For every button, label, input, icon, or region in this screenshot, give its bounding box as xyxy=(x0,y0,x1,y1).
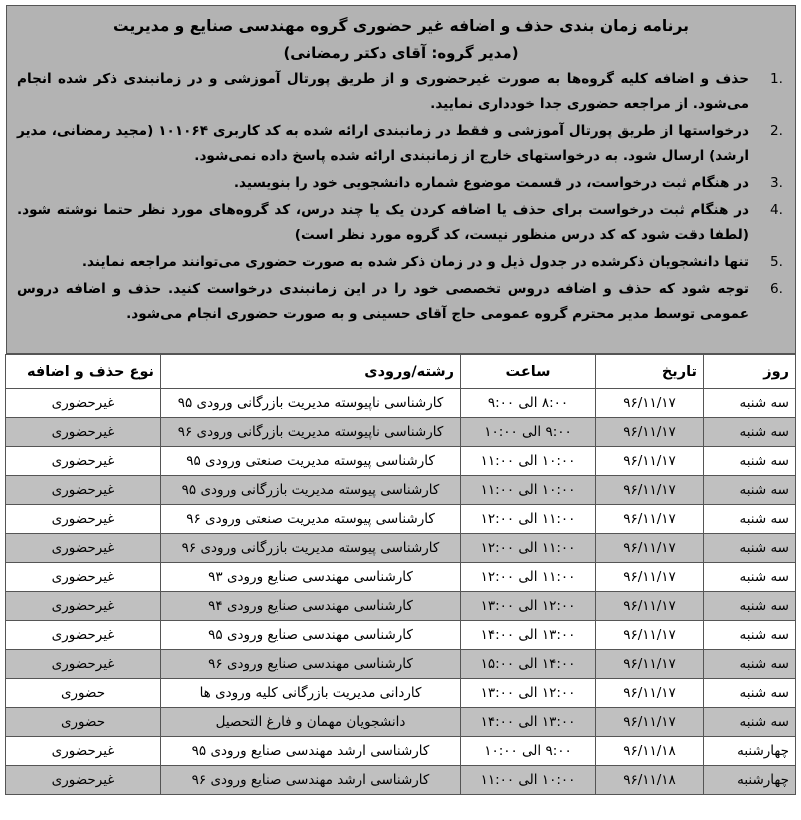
cell-type: غیرحضوری xyxy=(6,534,161,563)
cell-field: کارشناسی مهندسی صنایع ورودی ۹۴ xyxy=(161,592,461,621)
schedule-table xyxy=(5,354,796,795)
cell-date: ۹۶/۱۱/۱۷ xyxy=(596,534,704,563)
column-header-day: روز xyxy=(704,355,796,389)
cell-field: کارشناسی پیوسته مدیریت بازرگانی ورودی ۹۶ xyxy=(161,534,461,563)
cell-field: کارشناسی ارشد مهندسی صنایع ورودی ۹۶ xyxy=(161,766,461,795)
table-row xyxy=(6,679,796,708)
table-row xyxy=(6,650,796,679)
cell-time: ۱۱:۰۰ الی ۱۲:۰۰ xyxy=(461,534,596,563)
cell-time: ۹:۰۰ الی ۱۰:۰۰ xyxy=(461,737,596,766)
cell-date: ۹۶/۱۱/۱۷ xyxy=(596,505,704,534)
cell-field: کارشناسی پیوسته مدیریت صنعتی ورودی ۹۵ xyxy=(161,447,461,476)
cell-type: غیرحضوری xyxy=(6,447,161,476)
cell-field: کارشناسی ناپیوسته مدیریت بازرگانی ورودی ۹۶ xyxy=(161,418,461,447)
cell-time: ۱۳:۰۰ الی ۱۴:۰۰ xyxy=(461,708,596,737)
table-row xyxy=(6,534,796,563)
cell-date: ۹۶/۱۱/۱۷ xyxy=(596,389,704,418)
cell-day: سه شنبه xyxy=(704,621,796,650)
cell-time: ۸:۰۰ الی ۹:۰۰ xyxy=(461,389,596,418)
cell-time: ۱۳:۰۰ الی ۱۴:۰۰ xyxy=(461,621,596,650)
cell-day: سه شنبه xyxy=(704,534,796,563)
cell-type: غیرحضوری xyxy=(6,621,161,650)
note-number: .6 xyxy=(770,281,783,297)
schedule-document xyxy=(6,5,796,795)
table-row xyxy=(6,476,796,505)
cell-day: سه شنبه xyxy=(704,505,796,534)
table-header-row xyxy=(6,355,796,389)
cell-time: ۱۰:۰۰ الی ۱۱:۰۰ xyxy=(461,766,596,795)
cell-date: ۹۶/۱۱/۱۷ xyxy=(596,418,704,447)
cell-type: حضوری xyxy=(6,708,161,737)
note-text: حذف و اضافه کلیه گروه‌ها به صورت غیرحضوری و از طریق پورتال آموزشی و در زمانبندی ذکر شده انجام می‌شود. از مراجعه حضوری جدا خودداری نمایید. xyxy=(17,71,749,112)
cell-type: غیرحضوری xyxy=(6,505,161,534)
table-row xyxy=(6,418,796,447)
cell-day: سه شنبه xyxy=(704,476,796,505)
note-number: .5 xyxy=(770,254,783,270)
cell-field: دانشجویان مهمان و فارغ التحصیل xyxy=(161,708,461,737)
cell-day: سه شنبه xyxy=(704,650,796,679)
table-row xyxy=(6,447,796,476)
cell-date: ۹۶/۱۱/۱۷ xyxy=(596,679,704,708)
cell-date: ۹۶/۱۱/۱۷ xyxy=(596,447,704,476)
cell-day: سه شنبه xyxy=(704,592,796,621)
note-item xyxy=(17,171,785,196)
cell-day: چهارشنبه xyxy=(704,766,796,795)
cell-day: سه شنبه xyxy=(704,418,796,447)
cell-time: ۱۲:۰۰ الی ۱۳:۰۰ xyxy=(461,592,596,621)
cell-type: حضوری xyxy=(6,679,161,708)
cell-time: ۹:۰۰ الی ۱۰:۰۰ xyxy=(461,418,596,447)
cell-day: سه شنبه xyxy=(704,447,796,476)
cell-date: ۹۶/۱۱/۱۸ xyxy=(596,766,704,795)
cell-date: ۹۶/۱۱/۱۸ xyxy=(596,737,704,766)
table-row xyxy=(6,563,796,592)
cell-field: کارشناسی پیوسته مدیریت بازرگانی ورودی ۹۵ xyxy=(161,476,461,505)
cell-field: کارشناسی مهندسی صنایع ورودی ۹۳ xyxy=(161,563,461,592)
cell-time: ۱۴:۰۰ الی ۱۵:۰۰ xyxy=(461,650,596,679)
cell-time: ۱۱:۰۰ الی ۱۲:۰۰ xyxy=(461,505,596,534)
table-row xyxy=(6,621,796,650)
cell-field: کارشناسی مهندسی صنایع ورودی ۹۶ xyxy=(161,650,461,679)
cell-field: کارشناسی مهندسی صنایع ورودی ۹۵ xyxy=(161,621,461,650)
cell-day: سه شنبه xyxy=(704,563,796,592)
column-header-date: تاریخ xyxy=(596,355,704,389)
note-text: توجه شود که حذف و اضافه دروس تخصصی خود را در این زمانبندی درخواست کنید. حذف و اضافه دروس عمومی توسط مدیر محترم گروه عمومی حاج آقای حسینی و به صورت حضوری انجام می‌شود. xyxy=(17,281,749,322)
table-row xyxy=(6,505,796,534)
cell-time: ۱۲:۰۰ الی ۱۳:۰۰ xyxy=(461,679,596,708)
table-row xyxy=(6,592,796,621)
column-header-time: ساعت xyxy=(461,355,596,389)
cell-date: ۹۶/۱۱/۱۷ xyxy=(596,592,704,621)
cell-time: ۱۱:۰۰ الی ۱۲:۰۰ xyxy=(461,563,596,592)
cell-time: ۱۰:۰۰ الی ۱۱:۰۰ xyxy=(461,476,596,505)
column-header-type: نوع حذف و اضافه xyxy=(6,355,161,389)
cell-day: سه شنبه xyxy=(704,708,796,737)
note-text: تنها دانشجویان ذکرشده در جدول ذیل و در زمان ذکر شده به صورت حضوری می‌توانند مراجعه نمایند. xyxy=(81,254,749,270)
cell-date: ۹۶/۱۱/۱۷ xyxy=(596,476,704,505)
cell-type: غیرحضوری xyxy=(6,592,161,621)
cell-field: کاردانی مدیریت بازرگانی کلیه ورودی ها xyxy=(161,679,461,708)
cell-field: کارشناسی ارشد مهندسی صنایع ورودی ۹۵ xyxy=(161,737,461,766)
note-item xyxy=(17,119,785,169)
cell-type: غیرحضوری xyxy=(6,418,161,447)
notes-list xyxy=(17,67,785,327)
note-number: .1 xyxy=(770,71,783,87)
cell-type: غیرحضوری xyxy=(6,563,161,592)
note-text: درخواستها از طریق پورتال آموزشی و فقط در زمانبندی ارائه شده به کد کاربری ۱۰۱۰۶۴ (مجید رمضانی، مدیر ارشد) ارسال شود. به درخواستهای خارج از زمانبندی ارائه شده پاسخ داده نمی‌شود. xyxy=(17,123,749,164)
table-row xyxy=(6,708,796,737)
cell-date: ۹۶/۱۱/۱۷ xyxy=(596,563,704,592)
cell-field: کارشناسی پیوسته مدیریت صنعتی ورودی ۹۶ xyxy=(161,505,461,534)
page-title: برنامه زمان بندی حذف و اضافه غیر حضوری گروه مهندسی صنایع و مدیریت xyxy=(113,17,689,35)
note-item xyxy=(17,277,785,327)
note-text: در هنگام ثبت درخواست، در قسمت موضوع شماره دانشجویی خود را بنویسید. xyxy=(233,175,749,191)
cell-date: ۹۶/۱۱/۱۷ xyxy=(596,650,704,679)
cell-type: غیرحضوری xyxy=(6,389,161,418)
cell-date: ۹۶/۱۱/۱۷ xyxy=(596,708,704,737)
note-item xyxy=(17,67,785,117)
cell-date: ۹۶/۱۱/۱۷ xyxy=(596,621,704,650)
note-item xyxy=(17,250,785,275)
note-number: .2 xyxy=(770,123,783,139)
cell-day: سه شنبه xyxy=(704,389,796,418)
cell-day: سه شنبه xyxy=(704,679,796,708)
table-row xyxy=(6,766,796,795)
cell-type: غیرحضوری xyxy=(6,476,161,505)
page-subtitle: (مدیر گروه: آقای دکتر رمضانی) xyxy=(283,44,519,62)
cell-time: ۱۰:۰۰ الی ۱۱:۰۰ xyxy=(461,447,596,476)
cell-type: غیرحضوری xyxy=(6,650,161,679)
column-header-field: رشته/ورودی xyxy=(161,355,461,389)
note-number: .3 xyxy=(770,175,783,191)
note-number: .4 xyxy=(770,202,783,218)
cell-field: کارشناسی ناپیوسته مدیریت بازرگانی ورودی ۹۵ xyxy=(161,389,461,418)
intro-box xyxy=(6,5,796,354)
note-item xyxy=(17,198,785,248)
table-body xyxy=(6,389,796,795)
cell-day: چهارشنبه xyxy=(704,737,796,766)
note-text: در هنگام ثبت درخواست برای حذف یا اضافه کردن یک یا چند درس، کد گروه‌های مورد نظر حتما نوشته شود. (لطفا دقت شود که کد درس منظور نیست، کد گروه مورد نظر است) xyxy=(17,202,749,243)
table-row xyxy=(6,389,796,418)
cell-type: غیرحضوری xyxy=(6,737,161,766)
cell-type: غیرحضوری xyxy=(6,766,161,795)
table-row xyxy=(6,737,796,766)
